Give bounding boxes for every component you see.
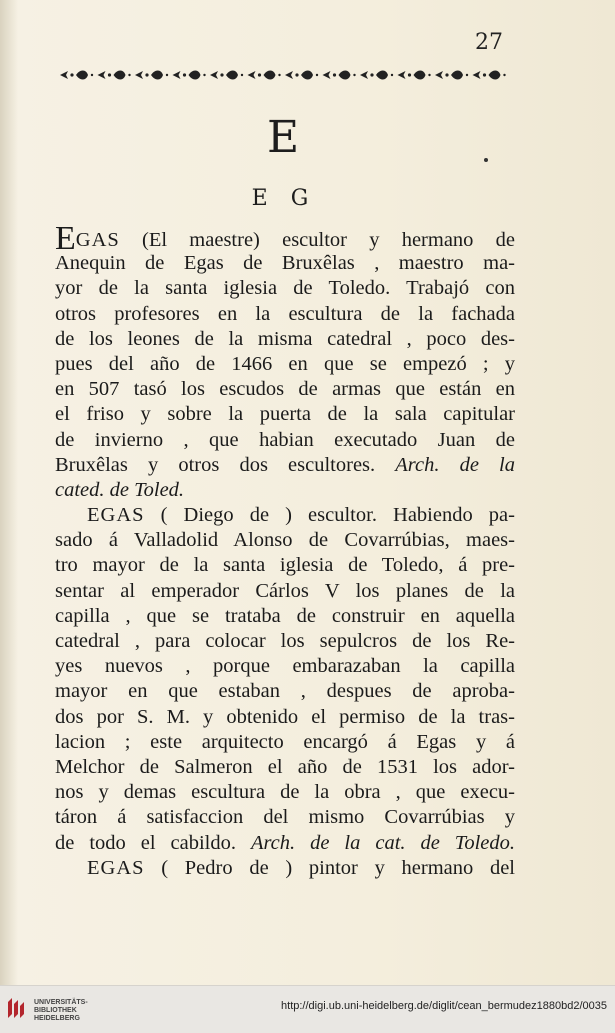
text-line: de los leones de la misma catedral , poco des- <box>55 327 515 350</box>
text-line: táron á satisfaccion del mismo Covarrúbias y <box>55 806 515 829</box>
text-line: capilla , que se trataba de construir en aquella <box>55 604 515 627</box>
text-line: en 507 tasó los escudos de armas que están en <box>55 378 515 401</box>
text-line: yes nuevos , porque embarazaban la capilla <box>55 655 515 678</box>
text-line: el friso y sobre la puerta de la sala capitular <box>55 403 515 426</box>
page-number: 27 <box>475 30 503 55</box>
university-library-logo-icon <box>6 996 28 1020</box>
text-line: mayor en que estaban , despues de aproba- <box>55 680 515 703</box>
drop-capital: E <box>55 220 76 257</box>
text-line: Melchor de Salmeron el año de 1531 los ador- <box>55 755 515 778</box>
text-line: otros profesores en la escultura de la fachada <box>55 302 515 325</box>
text-line: sado á Valladolid Alonso de Covarrúbias, maes- <box>55 529 515 552</box>
library-name: UNIVERSITÄTS- BIBLIOTHEK HEIDELBERG <box>34 999 88 1022</box>
citation: Arch. de la <box>395 453 515 476</box>
entry-name: GAS <box>75 229 120 251</box>
section-letter: E <box>266 112 302 163</box>
source-url-link[interactable]: http://digi.ub.uni-heidelberg.de/diglit/cean_bermudez1880bd2/0035 <box>281 1000 607 1012</box>
citation: cated. de Toled. <box>55 478 185 501</box>
entry-name: EGAS <box>87 856 145 879</box>
text-line: catedral , para colocar los sepulcros de los Re- <box>55 630 515 652</box>
text-line: EGAS ( Diego de ) escultor. Habiendo pa- <box>87 504 515 527</box>
entry-name: EGAS <box>87 504 145 527</box>
text-line <box>55 478 515 503</box>
text-line: yor de la santa iglesia de Toledo. Trabajó con <box>55 277 515 300</box>
text-line: Bruxêlas y otros dos escultores. Arch. de la <box>55 453 515 476</box>
ornament-icon <box>58 66 510 84</box>
viewer-footer <box>0 985 615 1033</box>
text-line: de todo el cabildo. Arch. de la cat. de Toledo. <box>55 831 515 854</box>
decorative-ornament-band <box>58 66 510 84</box>
citation: Arch. de la cat. de Toledo. <box>250 831 515 854</box>
text-line: EGAS (El maestre) escultor y hermano de <box>55 220 515 257</box>
text-line: EGAS ( Pedro de ) pintor y hermano del <box>87 856 515 879</box>
ink-speck <box>484 158 488 162</box>
section-heading: E G <box>251 186 317 211</box>
body-text <box>55 220 515 881</box>
text-line: pues del año de 1466 en que se empezó ; y <box>55 352 515 375</box>
text-line: sentar al emperador Cárlos V los planes de la <box>55 579 515 602</box>
text-line: nos y demas escultura de la obra , que execu- <box>55 781 515 804</box>
text-line: dos por S. M. y obtenido el permiso de la tras- <box>55 705 515 728</box>
text-line: lacion ; este arquitecto encargó á Egas y á <box>55 730 515 753</box>
text-line: de invierno , que habian executado Juan de <box>55 428 515 451</box>
text-line: Anequin de Egas de Bruxêlas , maestro ma- <box>55 252 515 275</box>
text-line: tro mayor de la santa iglesia de Toledo, á pre- <box>55 554 515 577</box>
